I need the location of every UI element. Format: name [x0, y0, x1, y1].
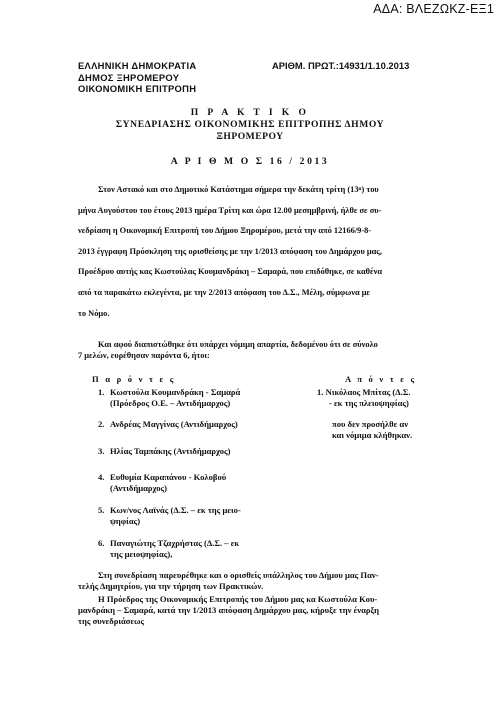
present-member [98, 472, 226, 494]
member-number: 2. [98, 419, 105, 429]
member-name: Ηλίας Ταμπάκης (Αντιδήμαρχος) [110, 446, 231, 456]
document-title: Π Ρ Α Κ Τ Ι Κ Ο [190, 107, 310, 118]
text-line: που δεν προσήλθε αν [332, 419, 409, 429]
text-line: από τα παρακάτω εκλεγέντα, με την 2/2013 απόφαση του Δ.Σ., Μέλη, σύμφωνα με [78, 287, 371, 297]
document-subtitle: ΣΥΝΕΔΡΙΑΣΗΣ ΟΙΚΟΝΟΜΙΚΗΣ ΕΠΙΤΡΟΠΗΣ ΔΗΜΟΥ [115, 119, 385, 130]
present-member [98, 419, 238, 430]
member-role: (Αντιδήμαρχος) [110, 483, 168, 494]
member-name: Ανδρέας Μαγγίνας (Αντιδήμαρχος) [110, 419, 238, 429]
member-name: Παναγιώτης Τζαχρήστας (Δ.Σ. – εκ [110, 538, 240, 548]
text-line: Η Πρόεδρος της Οικονομικής Επιτροπής του Δήμου μας κα Κωστούλα Κου- [98, 594, 378, 604]
text-line: Στη συνεδρίαση παρευρέθηκε και ο ορισθείς υπάλληλος του Δήμου μας Παν- [98, 570, 379, 580]
text-line: 2013 έγγραφη Πρόσκληση της ορισθείσης με την 1/2013 απόφαση του Δημάρχου μας, [78, 246, 382, 256]
text-line: Προέδρου αυτής κας Κωστούλας Κουμανδράκη – Σαμαρά, που επιδόθηκε, σε καθένα [78, 267, 383, 277]
member-number: 3. [98, 446, 105, 456]
text-line: και νόμιμα κλήθηκαν. [332, 430, 413, 441]
issuer-block [78, 60, 196, 95]
minutes-number: Α Ρ Ι Θ Μ Ο Σ 16 / 2013 [170, 156, 330, 167]
text-line: μήνα Αυγούστου του έτους 2013 ημέρα Τρίτη και ώρα 12.00 μεσημβρινή, ήλθε σε συ- [78, 205, 382, 215]
text-line: τελής Δημητρίου, για την τήρηση των Πρακτικών. [78, 581, 264, 592]
member-number: 4. [98, 472, 105, 482]
member-name: Νικόλαος Μπίτας (Δ.Σ. [325, 387, 411, 397]
member-name: Κων/νος Λαϊνάς (Δ.Σ. – εκ της μειο- [110, 505, 241, 515]
present-member [98, 446, 231, 457]
protocol-number: ΑΡΙΘΜ. ΠΡΩΤ.:14931/1.10.2013 [272, 60, 410, 71]
text-line: Και αφού διαπιστώθηκε ότι υπάρχει νόμιμη απαρτία, δεδομένου ότι σε σύνολο [98, 340, 378, 349]
present-heading: Π α ρ ό ν τ ε ς [92, 374, 176, 384]
member-number: 6. [98, 538, 105, 548]
opening-paragraph [78, 594, 379, 628]
member-name: Κωστούλα Κουμανδράκη - Σαμαρά [110, 387, 241, 397]
member-number: 5. [98, 505, 105, 515]
present-member [98, 538, 239, 560]
member-role: της μειοψηφίας), [110, 549, 173, 560]
present-member [98, 387, 240, 409]
text-line: 7 μελών, ευρέθησαν παρόντα 6, ήτοι: [78, 350, 210, 360]
member-name: Ευθυμία Καραπάνου - Κολοβού [110, 472, 227, 482]
member-role: (Πρόεδρος Ο.Ε. – Αντιδήμαρχος) [110, 398, 231, 409]
issuer-line: ΔΗΜΟΣ ΞΗΡΟΜΕΡΟΥ [78, 71, 180, 83]
secretary-paragraph [78, 570, 379, 592]
text-line: νεδρίαση η Οικονομική Επιτροπή του Δήμου Ξηρομέρου, μετά την από 12166/9-8- [78, 226, 372, 236]
ada-code: ΑΔΑ: ΒΛΕΖΩΚΖ-ΕΞ1 [373, 2, 494, 16]
document-subtitle-cont: ΞΗΡΟΜΕΡΟΥ [216, 131, 284, 142]
issuer-line: ΕΛΛΗΝΙΚΗ ΔΗΜΟΚΡΑΤΙΑ [78, 60, 197, 71]
quorum-paragraph [78, 340, 428, 361]
member-number: 1. [98, 387, 105, 397]
absent-member [317, 387, 411, 409]
text-line: Στον Αστακό και στο Δημοτικό Κατάστημα σήμερα την δεκάτη τρίτη (13ⁿ) του [98, 185, 379, 194]
member-role: ψηφίας) [110, 516, 141, 527]
member-number: 1. [317, 387, 324, 397]
member-role: - εκ της πλειοψηφίας) [329, 398, 409, 409]
absence-note [332, 419, 412, 441]
intro-paragraph [78, 180, 428, 324]
text-line: της συνεδριάσεως [78, 616, 145, 627]
text-line: μανδράκη – Σαμαρά, κατά την 1/2013 απόφαση Δημάρχου μας, κήρυξε την έναρξη [78, 605, 380, 616]
present-member [98, 505, 241, 527]
text-line: το Νόμο. [78, 308, 110, 318]
issuer-line: ΟΙΚΟΝΟΜΙΚΗ ΕΠΙΤΡΟΠΗ [78, 83, 197, 95]
absent-heading: Α π ό ν τ ε ς [345, 374, 417, 384]
